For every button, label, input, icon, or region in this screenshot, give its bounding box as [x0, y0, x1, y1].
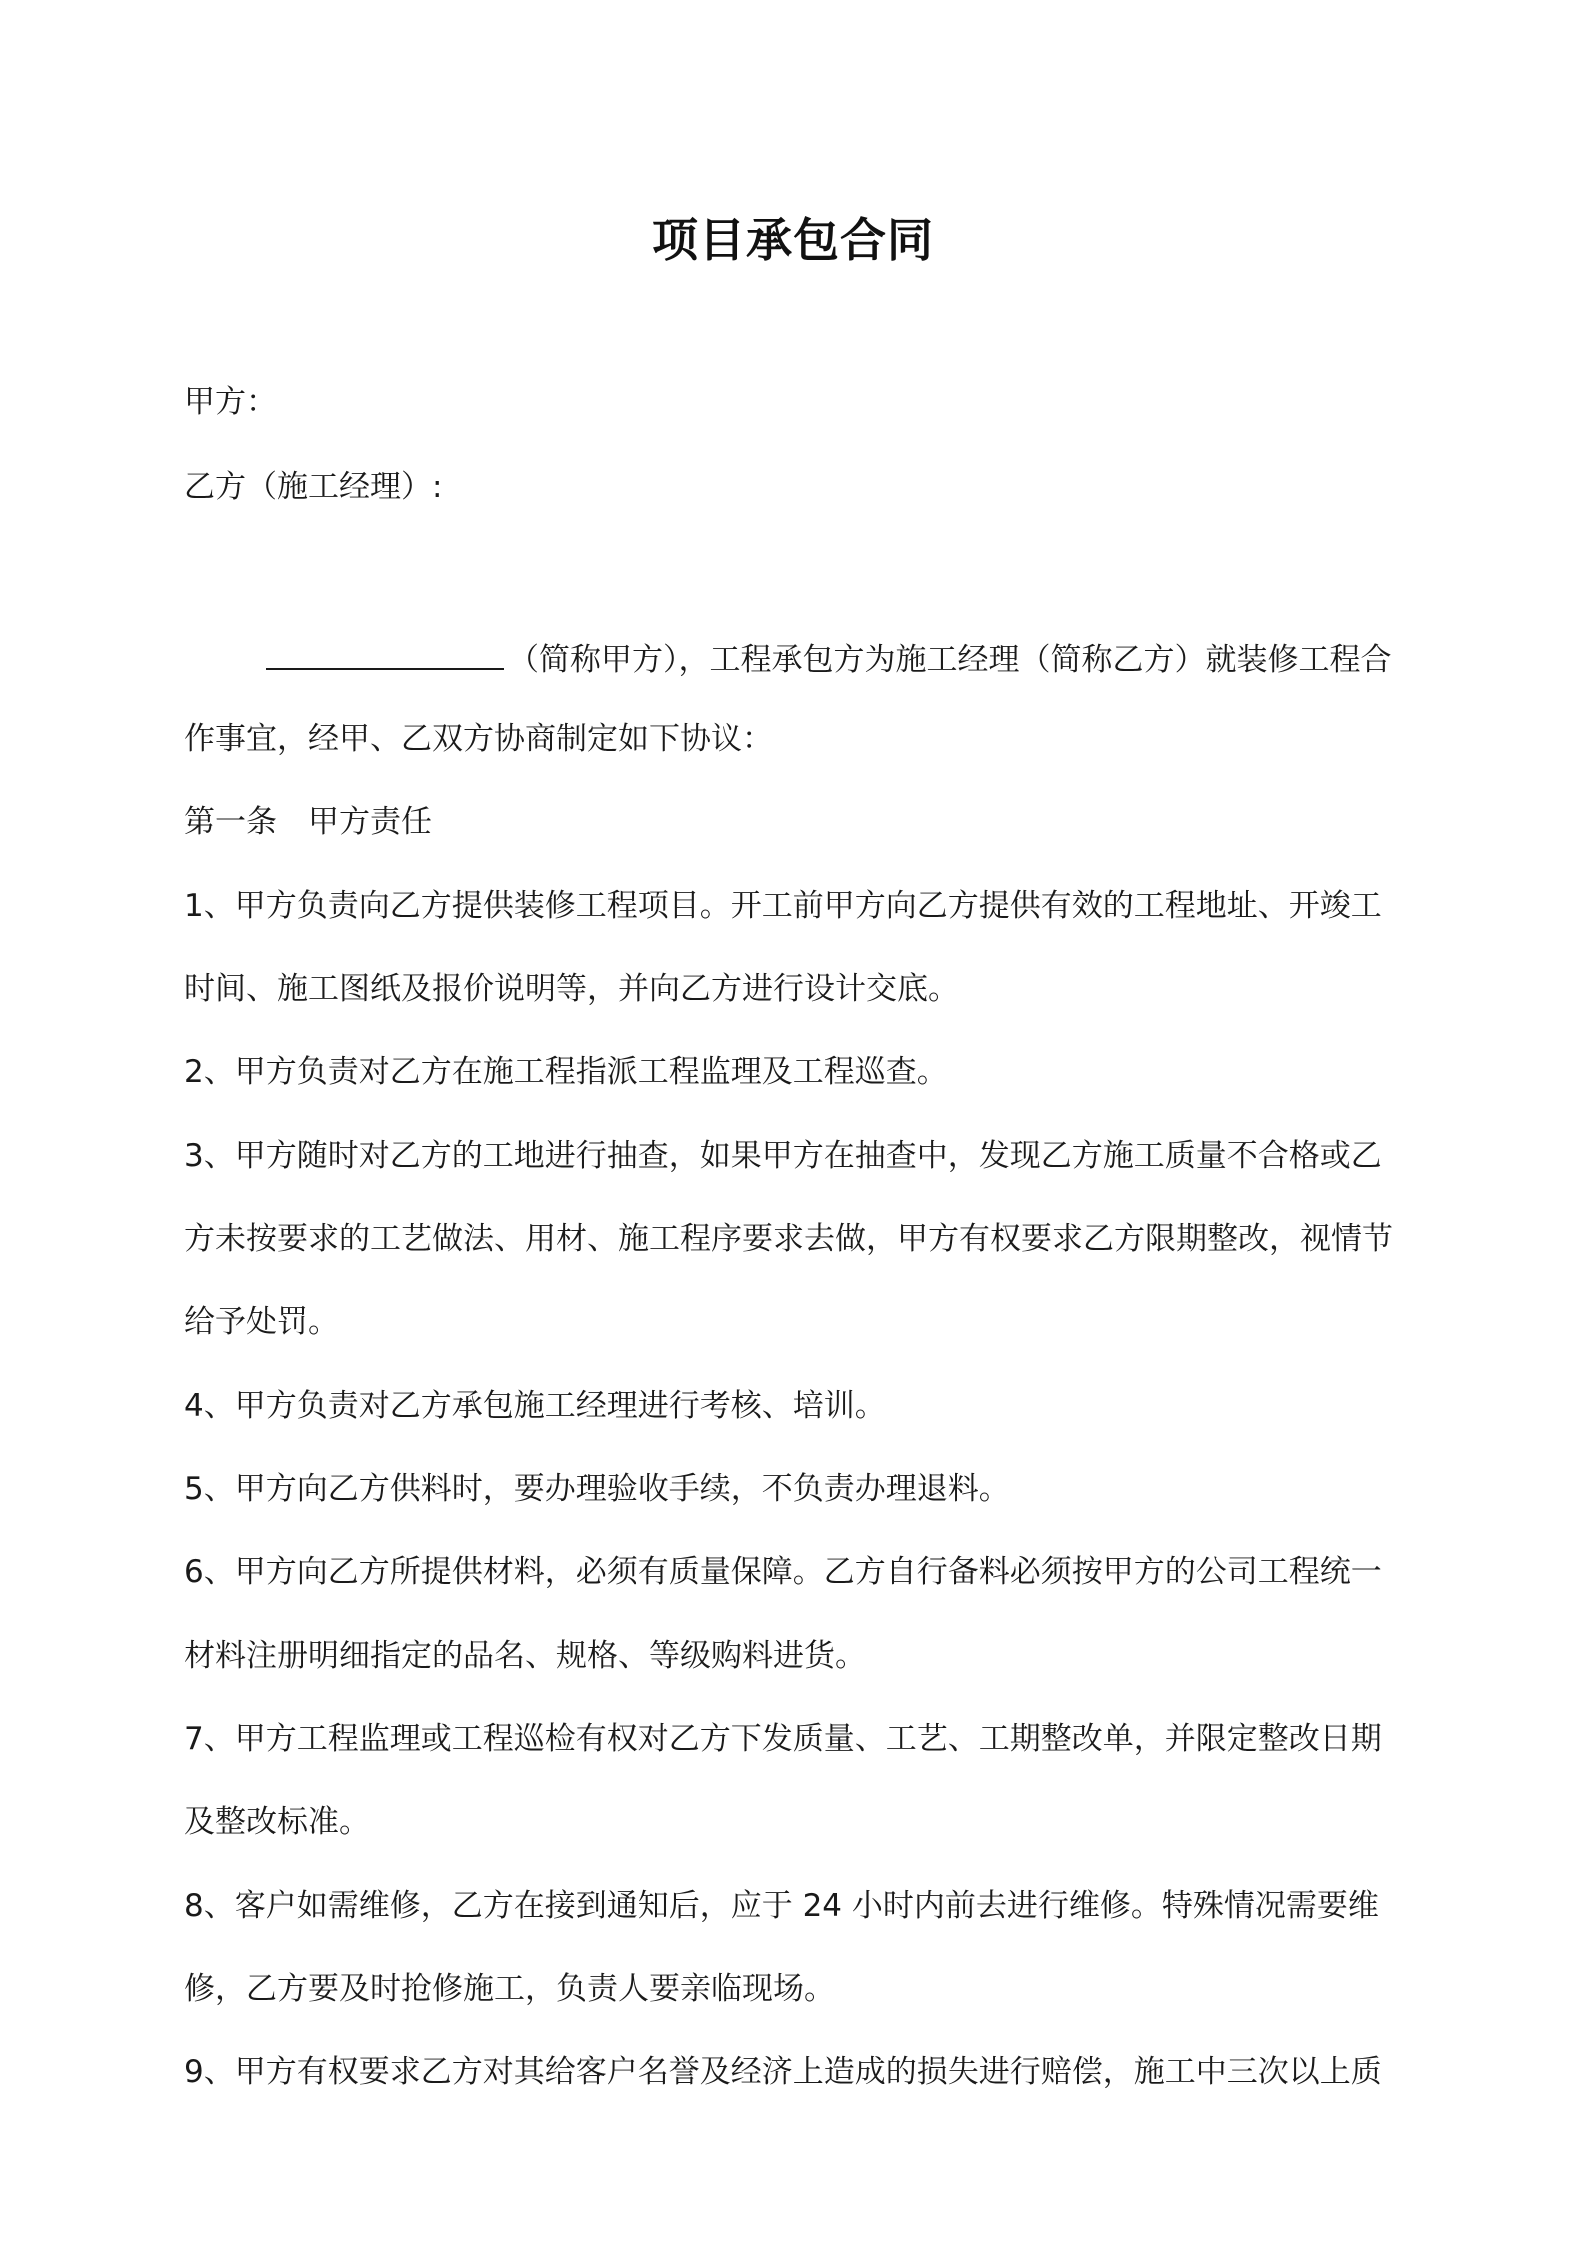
clause-line: 8、客户如需维修，乙方在接到通知后，应于 24 小时内前去进行维修。特殊情况需要维: [184, 1888, 1379, 1924]
clause-line: 1、甲方负责向乙方提供装修工程项目。开工前甲方向乙方提供有效的工程地址、开竣工: [184, 888, 1382, 924]
clause-line: 给予处罚。: [184, 1304, 339, 1340]
clause-line: 3、甲方随时对乙方的工地进行抽查，如果甲方在抽查中，发现乙方施工质量不合格或乙: [184, 1138, 1382, 1174]
article-1-heading: 第一条 甲方责任: [184, 804, 432, 840]
clause-line: 5、甲方向乙方供料时，要办理验收手续，不负责办理退料。: [184, 1471, 1010, 1507]
clause-line: 2、甲方负责对乙方在施工程指派工程监理及工程巡查。: [184, 1054, 948, 1090]
clause-line: 4、甲方负责对乙方承包施工经理进行考核、培训。: [184, 1388, 886, 1424]
clause-line: 9、甲方有权要求乙方对其给客户名誉及经济上造成的损失进行赔偿，施工中三次以上质: [184, 2054, 1382, 2090]
intro-line-2: 作事宜，经甲、乙双方协商制定如下协议：: [184, 721, 773, 757]
clause-line: 时间、施工图纸及报价说明等，并向乙方进行设计交底。: [184, 971, 959, 1007]
clause-line: 修，乙方要及时抢修施工，负责人要亲临现场。: [184, 1971, 835, 2007]
clause-line: 材料注册明细指定的品名、规格、等级购料进货。: [184, 1638, 866, 1674]
clause-line: 及整改标准。: [184, 1804, 370, 1840]
clause-line: 6、甲方向乙方所提供材料，必须有质量保障。乙方自行备料必须按甲方的公司工程统一: [184, 1554, 1382, 1590]
party-a-name-blank: [266, 632, 504, 670]
party-b-label: 乙方（施工经理）:: [184, 469, 443, 505]
intro-line-1-text: （简称甲方），工程承包方为施工经理（简称乙方）就装修工程合: [508, 642, 1392, 678]
document-title: 项目承包合同: [652, 213, 934, 267]
clause-line: 方未按要求的工艺做法、用材、施工程序要求去做，甲方有权要求乙方限期整改，视情节: [184, 1221, 1393, 1257]
intro-line-1: [266, 632, 1506, 682]
clause-line: 7、甲方工程监理或工程巡检有权对乙方下发质量、工艺、工期整改单，并限定整改日期: [184, 1721, 1382, 1757]
party-a-label: 甲方：: [184, 384, 277, 420]
